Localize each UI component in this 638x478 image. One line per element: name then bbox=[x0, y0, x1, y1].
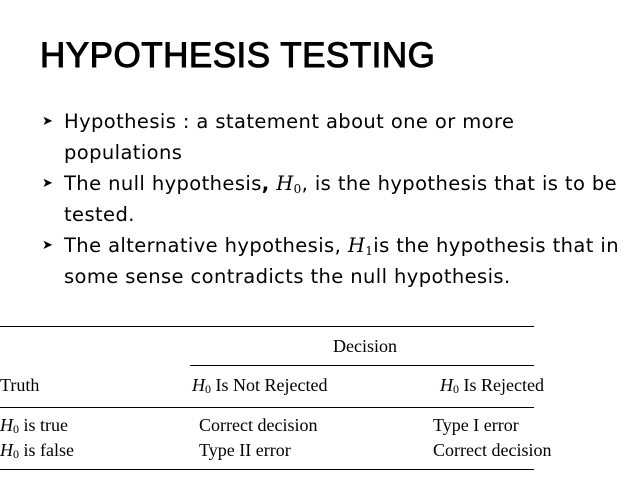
col-header-not-rejected: $H_0$ Is Not Rejected bbox=[192, 375, 328, 396]
table-top-rule bbox=[0, 326, 534, 327]
col-header-rejected: $H_0$ Is Rejected bbox=[440, 375, 544, 396]
row-label-false: $H_0$ is false bbox=[0, 440, 74, 461]
group-header-decision: Decision bbox=[333, 336, 397, 356]
bullet-text: is the hypothesis that in some sense contradicts the null hypothesis. bbox=[64, 234, 619, 288]
cell-true-not-rejected: Correct decision bbox=[199, 415, 318, 435]
group-header-rule bbox=[190, 365, 534, 366]
bullet-text: Hypothesis : a statement about one or more populations bbox=[64, 110, 515, 164]
bullet-text: The null hypothesis bbox=[64, 172, 262, 195]
bullet-text: The alternative hypothesis, bbox=[64, 234, 348, 257]
bullet-text: , is the hypothesis that is to be tested. bbox=[64, 172, 618, 226]
bullet-item bbox=[42, 168, 622, 230]
alt-hypothesis-symbol: $H_1$ bbox=[347, 234, 374, 258]
table-bottom-rule bbox=[0, 469, 534, 470]
cell-true-rejected: Type I error bbox=[433, 415, 519, 435]
arrow-right-icon: ➤ bbox=[42, 114, 54, 129]
row-header-truth: Truth bbox=[0, 375, 40, 395]
header-rule bbox=[0, 407, 534, 408]
bullet-comma: , bbox=[261, 172, 270, 195]
decision-table bbox=[0, 326, 552, 470]
arrow-right-icon: ➤ bbox=[42, 238, 54, 253]
slide-title: HYPOTHESIS TESTING bbox=[40, 36, 436, 75]
row-label-true: $H_0$ is true bbox=[0, 415, 68, 436]
bullet-list bbox=[42, 106, 622, 292]
arrow-right-icon: ➤ bbox=[42, 176, 54, 191]
bullet-item bbox=[42, 230, 622, 292]
cell-false-rejected: Correct decision bbox=[433, 440, 552, 460]
null-hypothesis-symbol: $H_0$ bbox=[276, 172, 302, 196]
bullet-item bbox=[42, 106, 622, 168]
cell-false-not-rejected: Type II error bbox=[199, 440, 291, 460]
